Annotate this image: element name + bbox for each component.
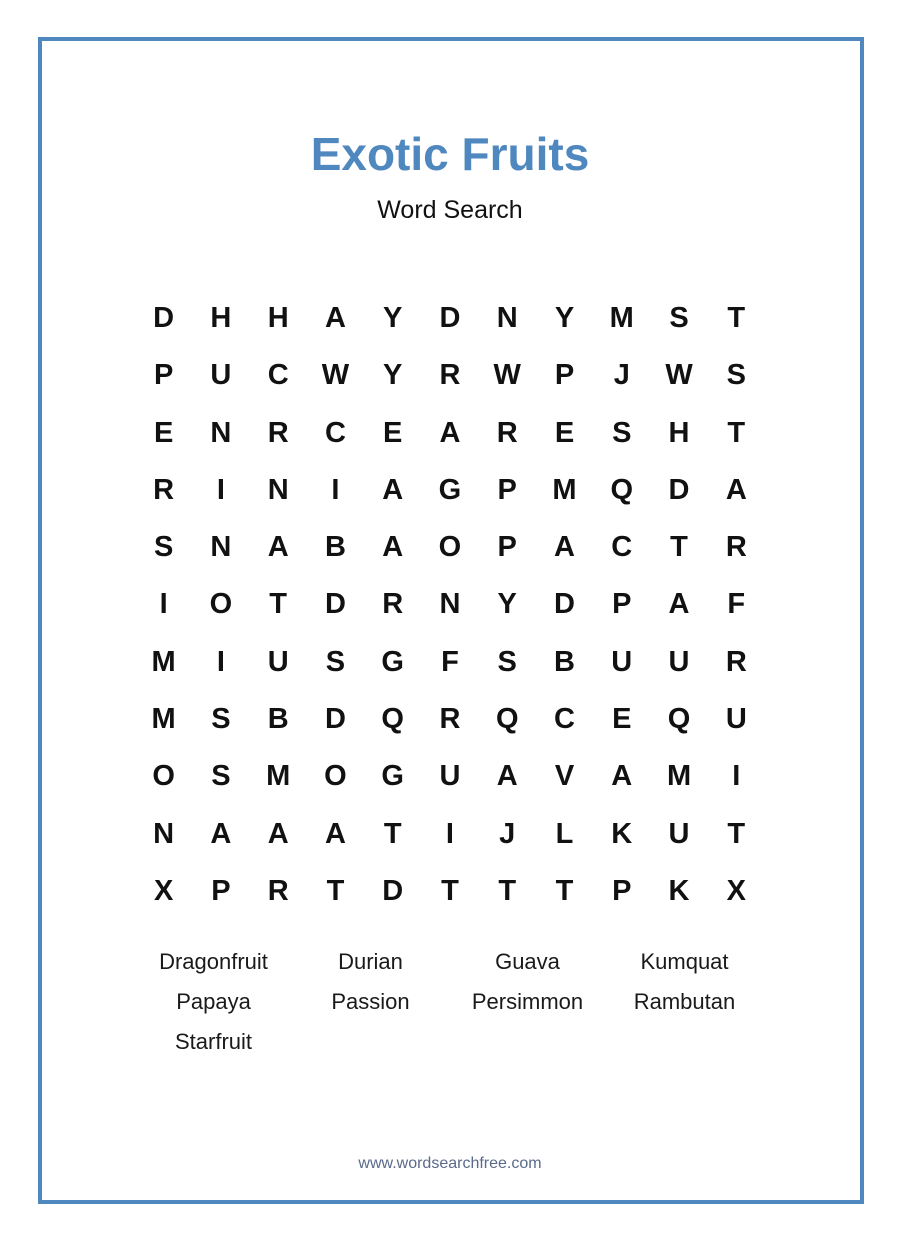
- grid-cell[interactable]: H: [668, 416, 690, 449]
- grid-cell[interactable]: B: [554, 645, 575, 678]
- grid-cell[interactable]: A: [725, 473, 747, 506]
- grid-cell[interactable]: C: [611, 531, 633, 564]
- grid-cell[interactable]: E: [383, 416, 403, 449]
- grid-row: [135, 634, 765, 691]
- grid-cell[interactable]: M: [151, 645, 176, 678]
- grid-cell[interactable]: A: [439, 416, 461, 449]
- grid-cell[interactable]: N: [439, 588, 461, 621]
- grid-cell[interactable]: G: [438, 473, 462, 506]
- grid-cell[interactable]: A: [496, 760, 518, 793]
- word-list-item: Kumquat: [640, 949, 729, 974]
- grid-cell[interactable]: Y: [383, 302, 403, 334]
- grid-cell[interactable]: C: [267, 359, 289, 392]
- grid-row: [135, 748, 765, 805]
- grid-cell[interactable]: T: [383, 817, 402, 850]
- grid-cell[interactable]: T: [269, 588, 288, 621]
- grid-cell[interactable]: A: [267, 817, 289, 850]
- grid-cell[interactable]: A: [382, 473, 404, 506]
- grid-cell[interactable]: A: [267, 531, 289, 564]
- grid-cell[interactable]: T: [727, 302, 746, 334]
- grid-cell[interactable]: S: [211, 760, 231, 793]
- grid-cell[interactable]: S: [497, 645, 517, 678]
- grid-row: [135, 863, 765, 920]
- grid-row: [135, 347, 765, 404]
- grid-cell[interactable]: Q: [381, 703, 404, 736]
- grid-row: [135, 519, 765, 576]
- grid-cell[interactable]: G: [381, 645, 404, 678]
- grid-cell[interactable]: A: [382, 531, 404, 564]
- grid-cell[interactable]: T: [727, 416, 746, 449]
- grid-cell[interactable]: W: [493, 359, 521, 392]
- grid-cell[interactable]: R: [725, 645, 747, 678]
- grid-cell[interactable]: D: [324, 588, 346, 621]
- grid-cell[interactable]: R: [382, 588, 404, 621]
- grid-cell[interactable]: M: [666, 760, 692, 793]
- grid-row: [135, 290, 765, 347]
- grid-cell[interactable]: A: [324, 302, 346, 334]
- word-list: [135, 942, 765, 1062]
- grid-cell[interactable]: Q: [610, 473, 634, 506]
- grid-cell[interactable]: B: [324, 531, 346, 564]
- grid-cell[interactable]: A: [324, 817, 346, 850]
- grid-cell[interactable]: L: [555, 817, 574, 850]
- grid-cell[interactable]: M: [151, 703, 176, 736]
- grid-cell[interactable]: N: [210, 531, 232, 564]
- grid-cell[interactable]: A: [611, 760, 633, 793]
- page-subtitle: Word Search: [377, 196, 523, 224]
- grid-cell[interactable]: U: [611, 645, 633, 678]
- grid-cell[interactable]: C: [324, 416, 346, 449]
- grid-cell[interactable]: T: [555, 874, 574, 907]
- grid-cell[interactable]: R: [725, 531, 747, 564]
- grid-cell[interactable]: W: [665, 359, 693, 392]
- grid-cell[interactable]: N: [153, 817, 175, 850]
- grid-cell[interactable]: D: [153, 302, 175, 334]
- grid-cell[interactable]: S: [325, 645, 346, 678]
- grid-cell[interactable]: X: [726, 874, 746, 907]
- grid-cell[interactable]: A: [668, 588, 690, 621]
- grid-cell[interactable]: K: [668, 874, 690, 907]
- grid-cell[interactable]: I: [445, 817, 454, 850]
- grid-cell[interactable]: I: [331, 473, 340, 506]
- grid-cell[interactable]: P: [211, 874, 231, 907]
- grid-cell[interactable]: G: [381, 760, 404, 793]
- grid-cell[interactable]: K: [611, 817, 633, 850]
- grid-cell[interactable]: A: [554, 531, 575, 564]
- grid-cell[interactable]: P: [554, 359, 575, 392]
- grid-cell[interactable]: T: [498, 874, 517, 907]
- grid-cell[interactable]: S: [726, 359, 746, 392]
- grid-cell[interactable]: R: [496, 416, 518, 449]
- grid-cell[interactable]: O: [438, 531, 462, 564]
- grid-row: [135, 405, 765, 462]
- grid-cell[interactable]: U: [439, 760, 461, 793]
- grid-cell[interactable]: S: [669, 302, 689, 334]
- grid-cell[interactable]: D: [439, 302, 461, 334]
- grid-cell[interactable]: M: [552, 473, 577, 506]
- grid-cell[interactable]: P: [497, 531, 517, 564]
- word-list-item: Dragonfruit: [159, 949, 268, 974]
- grid-cell[interactable]: T: [326, 874, 345, 907]
- grid-cell[interactable]: R: [267, 874, 289, 907]
- grid-cell[interactable]: Y: [383, 359, 403, 392]
- grid-cell[interactable]: H: [210, 302, 232, 334]
- grid-cell[interactable]: S: [211, 703, 231, 736]
- grid-cell[interactable]: V: [554, 760, 575, 793]
- grid-cell[interactable]: D: [324, 703, 346, 736]
- grid-cell[interactable]: I: [216, 473, 225, 506]
- grid-cell[interactable]: P: [153, 359, 174, 392]
- grid-cell[interactable]: A: [210, 817, 232, 850]
- grid-cell[interactable]: X: [153, 874, 174, 907]
- grid-row: [135, 691, 765, 748]
- grid-cell[interactable]: E: [153, 416, 174, 449]
- grid-row: [135, 806, 765, 863]
- grid-cell[interactable]: F: [727, 588, 746, 621]
- grid-cell[interactable]: B: [267, 703, 289, 736]
- grid-cell[interactable]: D: [554, 588, 575, 621]
- grid-cell[interactable]: J: [613, 359, 630, 392]
- grid-cell[interactable]: P: [497, 473, 517, 506]
- word-list-item: Starfruit: [174, 1029, 253, 1054]
- grid-cell[interactable]: U: [668, 645, 690, 678]
- grid-cell[interactable]: U: [668, 817, 690, 850]
- page-title: Exotic Fruits: [310, 128, 590, 180]
- grid-cell[interactable]: T: [727, 817, 746, 850]
- word-list-item: Guava: [495, 949, 560, 974]
- grid-cell[interactable]: E: [554, 416, 575, 449]
- grid-cell[interactable]: Q: [495, 703, 519, 736]
- word-list-item: Durian: [338, 949, 403, 974]
- grid-cell[interactable]: E: [612, 703, 632, 736]
- grid-row: [135, 462, 765, 519]
- grid-cell[interactable]: U: [210, 359, 232, 392]
- grid-cell[interactable]: R: [267, 416, 289, 449]
- grid-cell[interactable]: I: [732, 760, 741, 793]
- letter-grid: [135, 290, 765, 920]
- grid-cell[interactable]: T: [670, 531, 688, 564]
- grid-cell[interactable]: D: [668, 473, 690, 506]
- grid-cell[interactable]: M: [609, 302, 634, 334]
- grid-cell[interactable]: C: [554, 703, 575, 736]
- grid-cell[interactable]: N: [496, 302, 518, 334]
- grid-cell[interactable]: R: [153, 473, 175, 506]
- grid-cell[interactable]: R: [439, 359, 461, 392]
- grid-cell[interactable]: U: [267, 645, 289, 678]
- grid-cell[interactable]: I: [159, 588, 168, 621]
- grid-cell[interactable]: R: [439, 703, 461, 736]
- grid-cell[interactable]: Y: [554, 302, 575, 334]
- grid-cell[interactable]: F: [441, 645, 459, 678]
- grid-cell[interactable]: O: [209, 588, 233, 621]
- grid-cell[interactable]: N: [267, 473, 289, 506]
- grid-cell[interactable]: M: [266, 760, 291, 793]
- word-list-item: Passion: [331, 989, 410, 1014]
- grid-cell[interactable]: J: [499, 817, 516, 850]
- word-list-item: Papaya: [176, 989, 251, 1014]
- grid-cell[interactable]: O: [324, 760, 347, 793]
- grid-cell[interactable]: P: [612, 874, 632, 907]
- grid-cell[interactable]: H: [267, 302, 289, 334]
- word-list-item: Rambutan: [633, 989, 736, 1014]
- grid-cell[interactable]: D: [382, 874, 404, 907]
- grid-cell[interactable]: N: [210, 416, 232, 449]
- grid-cell[interactable]: Y: [497, 588, 517, 621]
- footer-url: www.wordsearchfree.com: [358, 1155, 542, 1172]
- grid-cell[interactable]: W: [321, 359, 350, 392]
- grid-row: [135, 576, 765, 633]
- grid-cell[interactable]: Q: [667, 703, 691, 736]
- word-list-item: Persimmon: [471, 989, 584, 1014]
- grid-cell[interactable]: S: [153, 531, 174, 564]
- grid-cell[interactable]: T: [441, 874, 459, 907]
- grid-cell[interactable]: U: [725, 703, 747, 736]
- grid-cell[interactable]: P: [612, 588, 632, 621]
- grid-cell[interactable]: O: [152, 760, 175, 793]
- grid-cell[interactable]: S: [612, 416, 632, 449]
- grid-cell[interactable]: I: [216, 645, 225, 678]
